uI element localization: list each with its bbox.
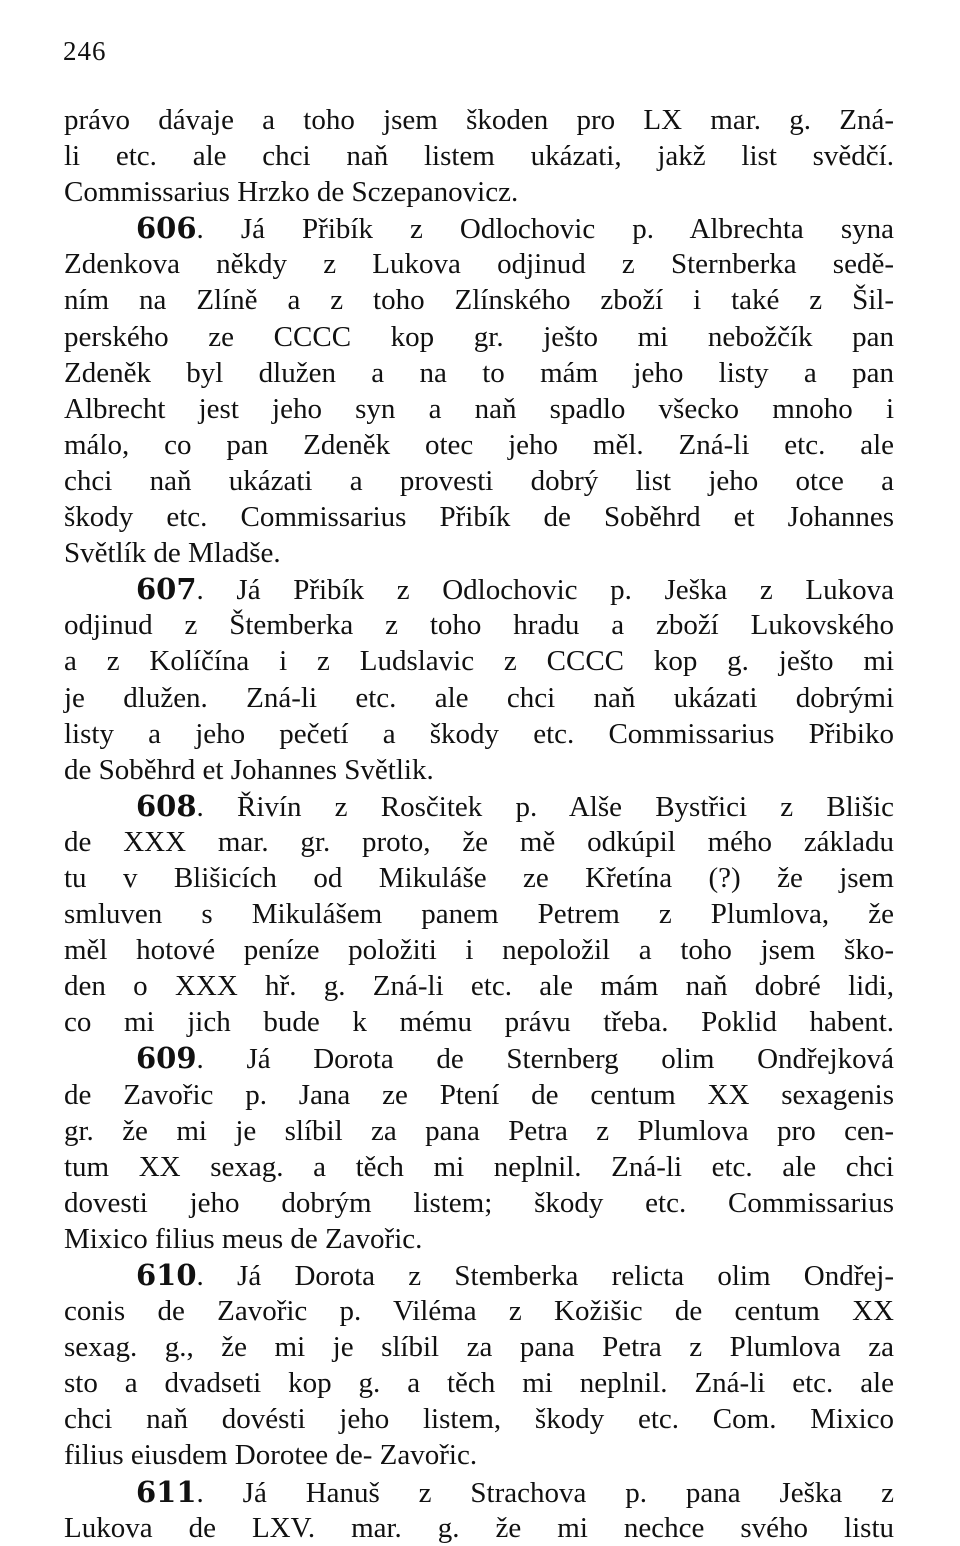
entry-text: . Já Přibík z Odlochovic p. Albrechta syna	[196, 213, 894, 246]
text-line: právo dávaje a toho jsem škoden pro LX mar. g. Zná-	[64, 104, 894, 136]
entry-number: 608	[136, 788, 197, 823]
text-line: Mixico filius meus de Zavořic.	[64, 1222, 423, 1255]
text-line: conis de Zavořic p. Viléma z Kožišic de centum XX	[64, 1295, 894, 1328]
entry-number: 607	[136, 572, 197, 607]
text-line: li etc. ale chci naň listem ukázati, jakž list svědčí.	[64, 140, 894, 173]
text-line: ním na Zlíně a z toho Zlínského zboží i také z Šil-	[64, 284, 894, 317]
text-line: Zdenkova někdy z Lukova odjinud z Sternberka sedě-	[64, 248, 894, 281]
text-line: tu v Blišicích od Mikuláše ze Křetína (?) že jsem	[64, 861, 894, 894]
text-line: dovesti jeho dobrým listem; škody etc. Commissarius	[64, 1186, 894, 1219]
text-line: odjinud z Štemberka z toho hradu a zboží Lukovského	[64, 609, 894, 642]
entry-first-line	[64, 1474, 894, 1510]
text-line: gr. že mi je slíbil za pana Petra z Plumlova pro cen-	[64, 1114, 894, 1147]
entry-text: . Já Přibík z Odlochovic p. Ješka z Lukova	[196, 574, 894, 607]
entry-number: 606	[136, 211, 197, 246]
text-line: chci naň dovésti jeho listem, škody etc. Com. Mixico	[64, 1403, 894, 1436]
entry-first-line	[64, 571, 894, 607]
entry-number: 609	[136, 1041, 197, 1076]
entry-text: . Já Dorota z Stemberka relicta olim Ondřej-	[196, 1260, 894, 1292]
entry-number: 610	[136, 1258, 197, 1292]
text-line: den o XXX hř. g. Zná-li etc. ale mám naň dobré lidi,	[64, 970, 894, 1003]
text-line: je dlužen. Zná-li etc. ale chci naň ukázati dobrými	[64, 681, 894, 714]
entry-text: . Já Hanuš z Strachova p. pana Ješka z	[196, 1476, 894, 1509]
text-line: Commissarius Hrzko de Sczepanovicz.	[64, 176, 519, 209]
entry-first-line	[64, 210, 894, 246]
text-line: filius eiusdem Dorotee de- Zavořic.	[64, 1439, 478, 1472]
entry-first-line	[64, 1040, 894, 1076]
text-line: sexag. g., že mi je slíbil za pana Petra z Plumlova za	[64, 1331, 894, 1364]
text-line: měl hotové peníze položiti i nepoložil a toho jsem ško-	[64, 934, 894, 967]
text-line: sto a dvadseti kop g. a těch mi neplnil. Zná-li etc. ale	[64, 1367, 894, 1400]
entry-number: 611	[136, 1474, 197, 1509]
text-line: a z Kolíčína i z Ludslavic z CCCC kop g. ješto mi	[64, 645, 894, 678]
entry-first-line	[64, 1257, 894, 1293]
text-line: de Zavořic p. Jana ze Ptení de centum XX sexagenis	[64, 1078, 894, 1111]
text-line: de Soběhrd et Johannes Světlik.	[64, 753, 434, 786]
text-line: co mi jich bude k mému právu třeba. Poklid habent.	[64, 1006, 894, 1039]
text-line: Albrecht jest jeho syn a naň spadlo všecko mnoho i	[64, 392, 894, 425]
text-line: škody etc. Commissarius Přibík de Soběhrd et Johannes	[64, 501, 894, 534]
text-line: smluven s Mikulášem panem Petrem z Plumlova, že	[64, 898, 894, 931]
text-line: Světlík de Mladše.	[64, 537, 281, 570]
text-line: málo, co pan Zdeněk otec jeho měl. Zná-li etc. ale	[64, 428, 894, 461]
text-line: tum XX sexag. a těch mi neplnil. Zná-li etc. ale chci	[64, 1150, 894, 1183]
page-number: 246	[63, 36, 107, 66]
text-line: perského ze CCCC kop gr. ješto mi nebožčík pan	[64, 320, 894, 353]
entry-text: . Já Dorota de Sternberg olim Ondřejková	[196, 1043, 894, 1076]
entry-text: . Řivín z Rosčitek p. Alše Bystřici z Blišic	[196, 790, 894, 823]
text-line: Zdeněk byl dlužen a na to mám jeho listy a pan	[64, 356, 894, 389]
text-line: chci naň ukázati a provesti dobrý list jeho otce a	[64, 464, 894, 497]
entry-first-line	[64, 788, 894, 824]
text-line: de XXX mar. gr. proto, že mě odkúpil mého základu	[64, 825, 894, 858]
text-line: listy a jeho pečetí a škody etc. Commissarius Přibiko	[64, 717, 894, 750]
text-line: Lukova de LXV. mar. g. že mi nechce svého listu	[64, 1511, 894, 1544]
body-text	[64, 102, 894, 1546]
